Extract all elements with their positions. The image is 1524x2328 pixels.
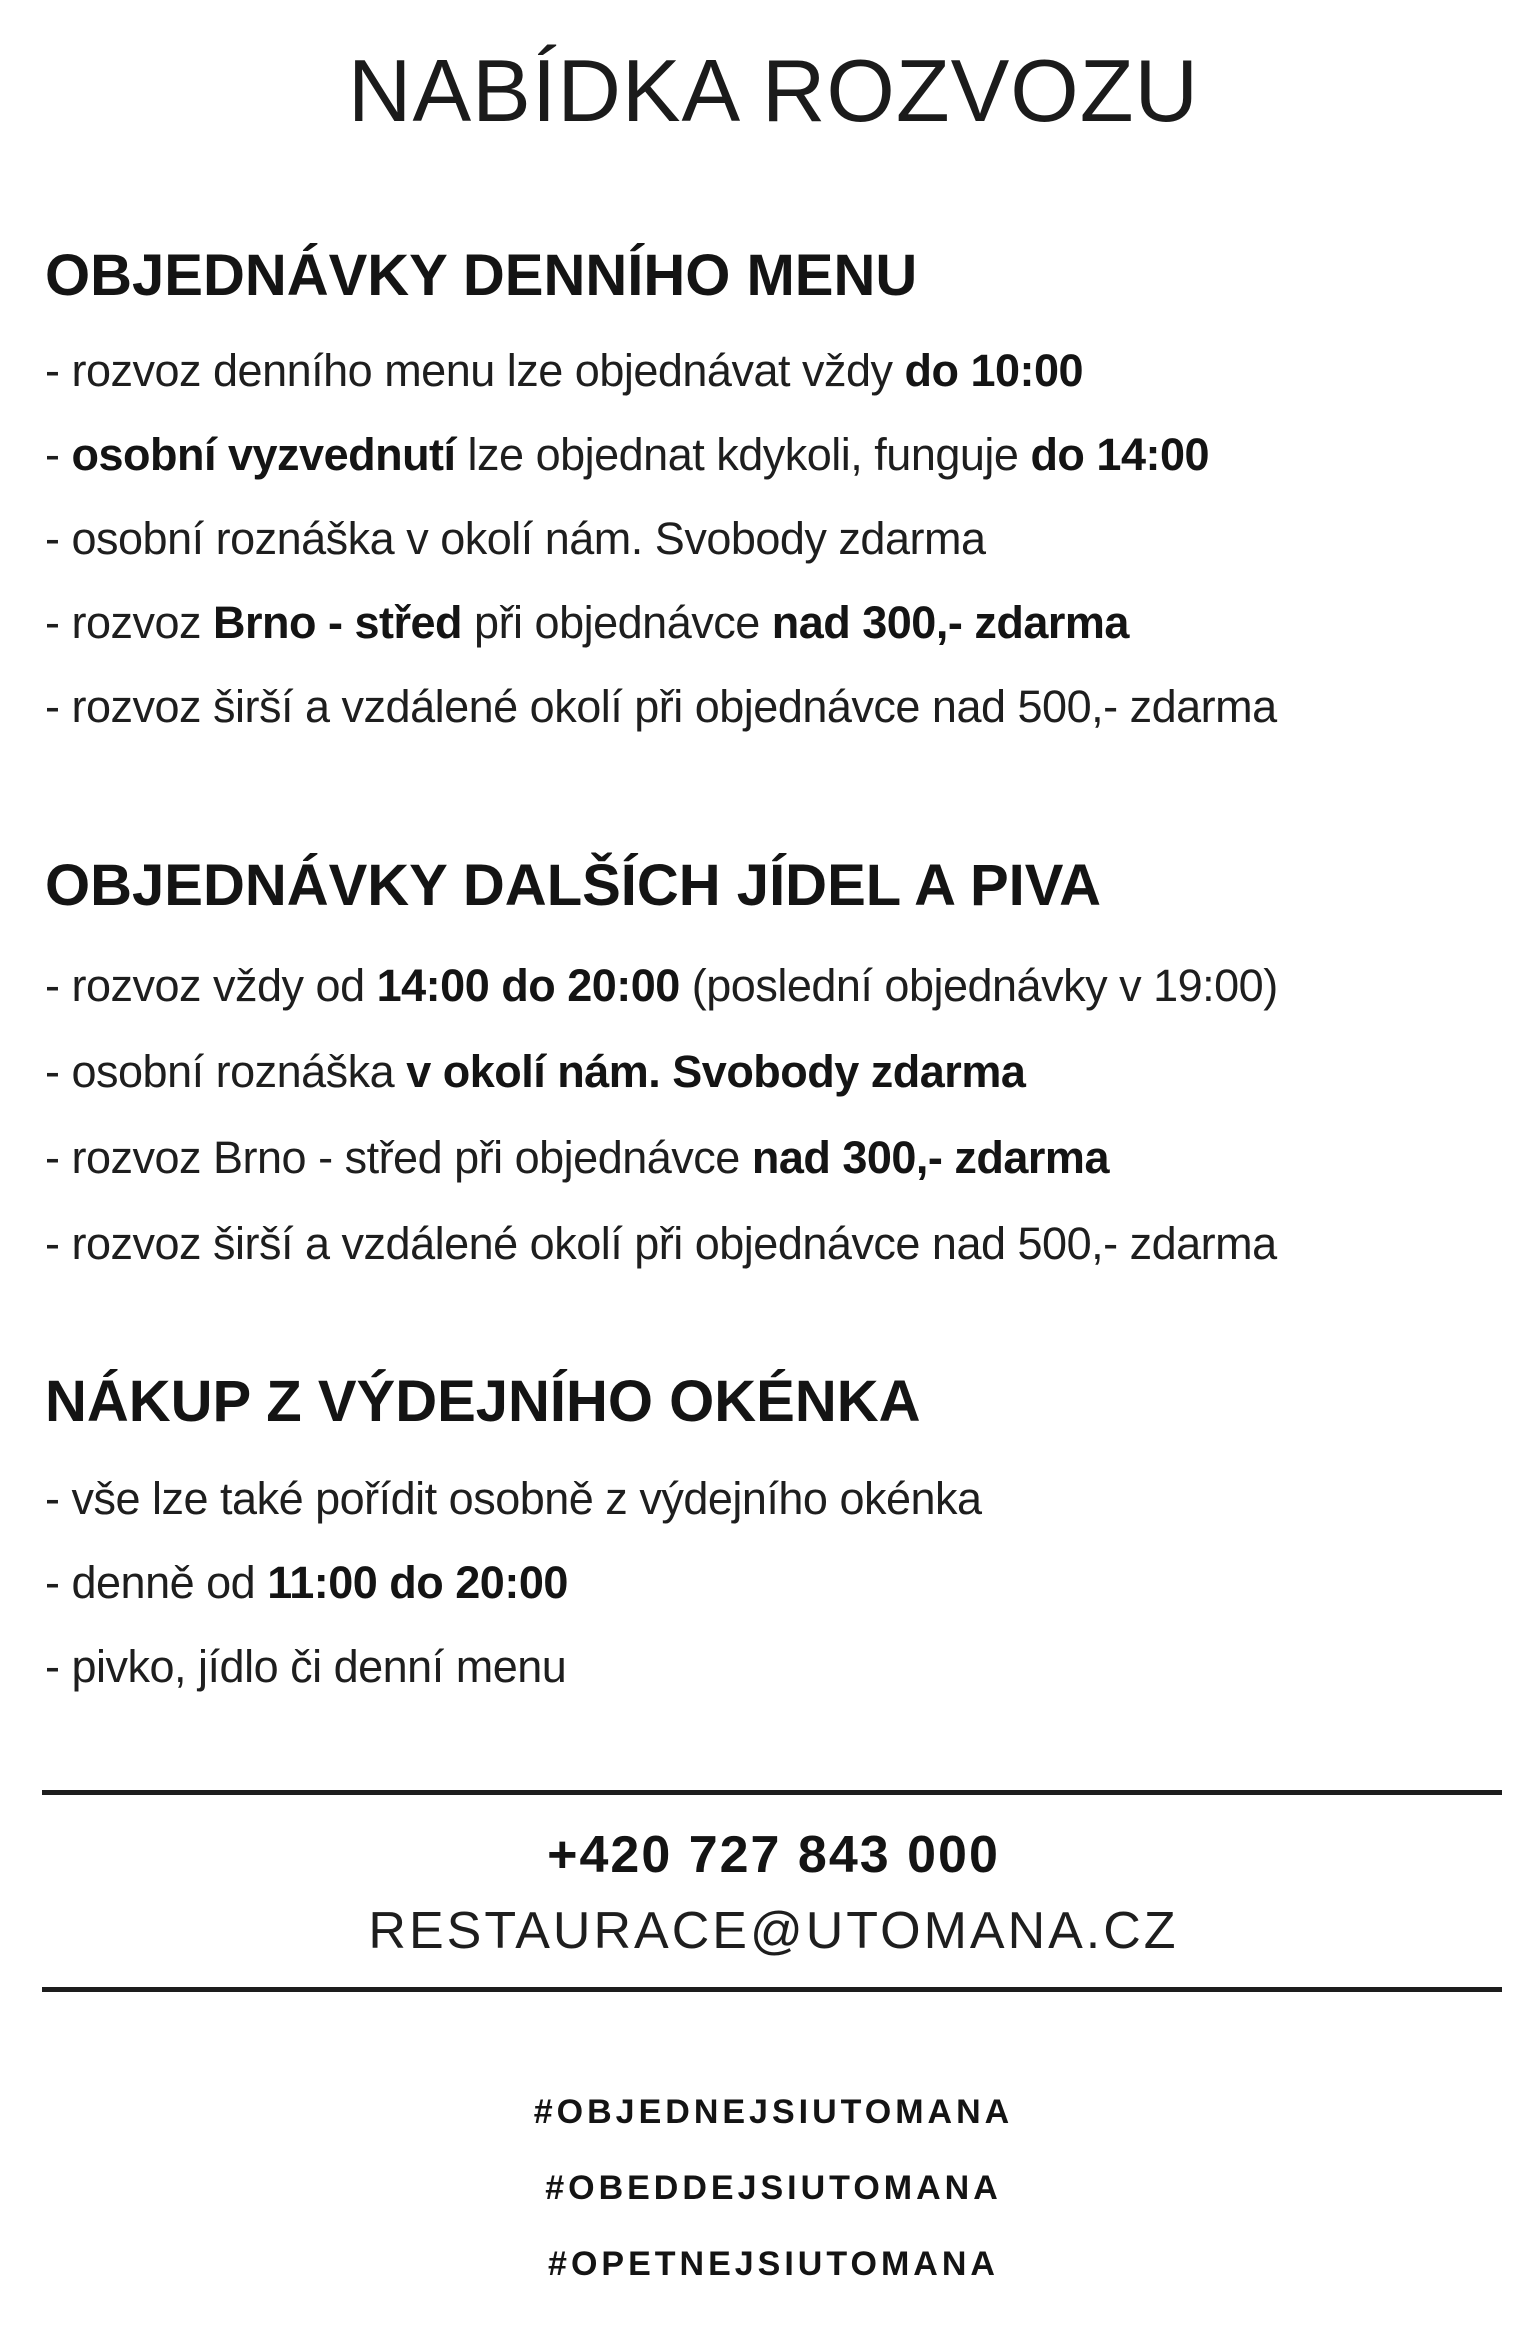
bullet-line: [45, 1625, 1502, 1709]
bullet-text: - rozvoz širší a vzdálené okolí při objednávce nad 500,- zdarma: [45, 681, 1277, 733]
bullet-text: - rozvoz Brno - střed při objednávce: [45, 1132, 752, 1184]
bullet-line: [45, 1201, 1502, 1287]
section-heading: NÁKUP Z VÝDEJNÍHO OKÉNKA: [45, 1369, 921, 1435]
bullet-text: - rozvoz vždy od: [45, 960, 377, 1012]
divider: [42, 1790, 1502, 1795]
bullet-text-bold: nad 300,- zdarma: [751, 1132, 1109, 1184]
bullet-text-bold: 11:00 do 20:00: [267, 1557, 568, 1609]
email-address: RESTAURACE@UTOMANA.CZ: [368, 1902, 1179, 1961]
section-dalsi-jidla: [45, 851, 1502, 1287]
bullet-line: [45, 1115, 1502, 1201]
bullet-line: [45, 329, 1502, 413]
bullet-text-bold: nad 300,- zdarma: [771, 597, 1129, 649]
section-denni-menu: [45, 241, 1502, 749]
bullet-text: při objednávce: [462, 597, 772, 649]
bullet-text: - pivko, jídlo či denní menu: [45, 1641, 567, 1693]
bullet-text: - osobní roznáška v okolí nám. Svobody zdarma: [45, 513, 986, 565]
bullet-line: [45, 943, 1502, 1029]
bullet-list: [45, 1457, 1502, 1709]
bullet-text: - rozvoz: [45, 597, 214, 649]
bullet-list: [45, 329, 1502, 749]
bullet-line: [45, 1541, 1502, 1625]
bullet-text: (poslední objednávky v 19:00): [679, 960, 1278, 1012]
bullet-text: lze objednat kdykoli, funguje: [455, 429, 1031, 481]
hashtag-list: [45, 2090, 1502, 2286]
bullet-list: [45, 943, 1502, 1287]
hashtag: #OBJEDNEJSIUTOMANA: [533, 2093, 1014, 2132]
bullet-line: [45, 1457, 1502, 1541]
bullet-text-bold: v okolí nám. Svobody zdarma: [406, 1046, 1026, 1098]
bullet-line: [45, 665, 1502, 749]
bullet-text-bold: do 10:00: [904, 345, 1084, 397]
bullet-text: - rozvoz denního menu lze objednávat vždy: [45, 345, 905, 397]
bullet-line: [45, 497, 1502, 581]
bullet-text-bold: 14:00 do 20:00: [376, 960, 680, 1012]
bullet-text: - rozvoz širší a vzdálené okolí při objednávce nad 500,- zdarma: [45, 1218, 1277, 1270]
bullet-text: - denně od: [45, 1557, 268, 1609]
bullet-text-bold: Brno - střed: [213, 597, 463, 649]
bullet-line: [45, 413, 1502, 497]
bullet-line: [45, 1029, 1502, 1115]
bullet-text: -: [45, 429, 72, 481]
hashtag: #OBEDDEJSIUTOMANA: [545, 2169, 1002, 2208]
phone-number: +420 727 843 000: [547, 1826, 1000, 1885]
bullet-text: - osobní roznáška: [45, 1046, 407, 1098]
bullet-text-bold: do 14:00: [1030, 429, 1210, 481]
bullet-text: - vše lze také pořídit osobně z výdejního okénka: [45, 1473, 982, 1525]
hashtag: #OPETNEJSIUTOMANA: [548, 2245, 999, 2284]
section-vydejni-okenko: [45, 1367, 1502, 1709]
poster-title: NABÍDKA ROZVOZU: [347, 41, 1200, 140]
divider: [42, 1987, 1502, 1992]
section-heading: OBJEDNÁVKY DALŠÍCH JÍDEL A PIVA: [45, 853, 1102, 919]
section-heading: OBJEDNÁVKY DENNÍHO MENU: [45, 243, 918, 309]
bullet-text-bold: osobní vyzvednutí: [71, 429, 456, 481]
bullet-line: [45, 581, 1502, 665]
